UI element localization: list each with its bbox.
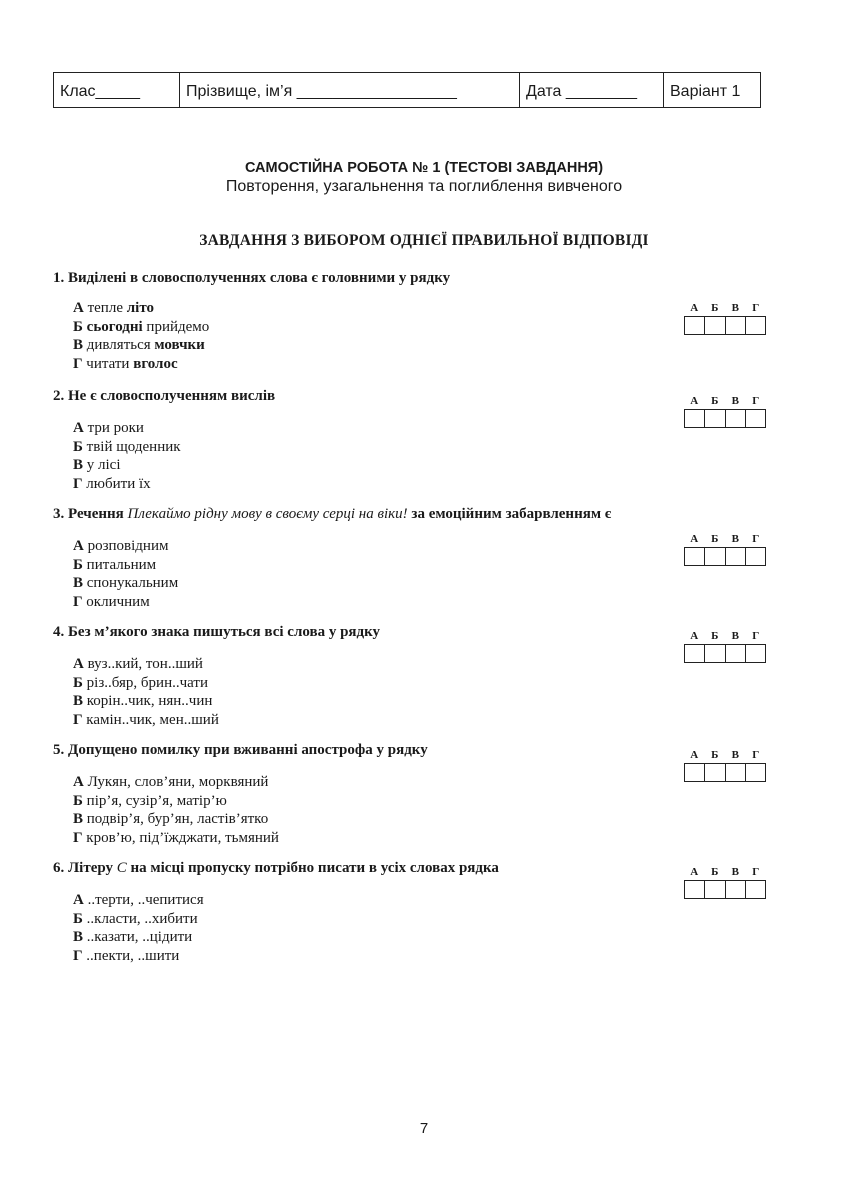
- option-a: А розповідним: [73, 538, 169, 554]
- work-title: САМОСТІЙНА РОБОТА № 1 (ТЕСТОВІ ЗАВДАННЯ): [244, 160, 604, 176]
- question-text: 4. Без м’якого знака пишуться всі слова у рядку: [53, 624, 381, 640]
- answer-box-a[interactable]: [685, 881, 705, 898]
- answer-box-b[interactable]: [705, 645, 725, 662]
- answer-box-c[interactable]: [726, 548, 746, 565]
- option-a: А ..терти, ..чепитися: [73, 892, 204, 908]
- answer-options: [53, 299, 693, 374]
- question-3: [53, 506, 693, 612]
- answer-box-d[interactable]: [746, 881, 765, 898]
- option-b: Б різ..бяр, брин..чати: [73, 674, 209, 691]
- answer-box-c[interactable]: [726, 645, 746, 662]
- answer-options: [53, 891, 693, 966]
- answer-box-d[interactable]: [746, 645, 765, 662]
- answer-box-a[interactable]: [685, 764, 705, 781]
- section-heading: ЗАВДАННЯ З ВИБОРОМ ОДНІЄЇ ПРАВИЛЬНОЇ ВІДПОВІДІ: [199, 232, 649, 249]
- option-d: Г читати вголос: [73, 356, 178, 373]
- class-field[interactable]: Клас_____: [54, 73, 180, 107]
- option-d: Г любити їх: [73, 476, 151, 493]
- answer-box-d[interactable]: [746, 317, 765, 334]
- option-b: Б питальним: [73, 556, 157, 573]
- question-text: 6. Літеру С на місці пропуску потрібно писати в усіх словах рядка: [53, 860, 499, 876]
- answer-grid-5: А Б В Г: [684, 749, 766, 782]
- option-c: В у лісі: [73, 457, 121, 474]
- variant-label: Варіант 1: [670, 83, 741, 100]
- work-subtitle: Повторення, узагальнення та поглиблення вивченого: [225, 178, 623, 195]
- answer-box-c[interactable]: [726, 410, 746, 427]
- option-b: Б сьогодні прийдемо: [73, 318, 210, 335]
- option-b: Б ..класти, ..хибити: [73, 910, 198, 927]
- answer-box-c[interactable]: [726, 764, 746, 781]
- answer-options: [53, 655, 693, 730]
- answer-box-a[interactable]: [685, 645, 705, 662]
- answer-box-b[interactable]: [705, 548, 725, 565]
- question-6: [53, 860, 693, 966]
- option-a: А тепле літо: [73, 300, 154, 316]
- answer-box-a[interactable]: [685, 548, 705, 565]
- option-c: В спонукальним: [73, 575, 179, 592]
- answer-box-a[interactable]: [685, 317, 705, 334]
- answer-box-b[interactable]: [705, 410, 725, 427]
- question-text: 2. Не є словосполученням вислів: [53, 388, 276, 404]
- answer-box-b[interactable]: [705, 881, 725, 898]
- answer-box-d[interactable]: [746, 764, 765, 781]
- option-c: В подвір’я, бур’ян, ластів’ятко: [73, 811, 269, 828]
- name-field[interactable]: Прізвище, ім’я __________________: [180, 73, 520, 107]
- option-b: Б пір’я, сузір’я, матір’ю: [73, 792, 227, 809]
- option-d: Г кров’ю, під’їжджати, тьмяний: [73, 830, 279, 847]
- answer-grid-6: А Б В Г: [684, 866, 766, 899]
- answer-grid-3: А Б В Г: [684, 533, 766, 566]
- option-d: Г ..пекти, ..шити: [73, 948, 180, 965]
- option-a: А вуз..кий, тон..ший: [73, 656, 203, 672]
- student-info-table: [53, 72, 761, 108]
- option-d: Г окличним: [73, 594, 150, 611]
- question-text: 1. Виділені в словосполученнях слова є головними у рядку: [53, 270, 451, 286]
- answer-box-a[interactable]: [685, 410, 705, 427]
- answer-box-b[interactable]: [705, 317, 725, 334]
- option-b: Б твій щоденник: [73, 438, 181, 455]
- question-1: [53, 270, 693, 374]
- answer-box-c[interactable]: [726, 881, 746, 898]
- option-a: А три роки: [73, 420, 144, 436]
- option-c: В ..казати, ..цідити: [73, 929, 193, 946]
- option-d: Г камін..чик, мен..ший: [73, 712, 219, 729]
- question-2: [53, 388, 693, 494]
- answer-options: [53, 773, 693, 848]
- answer-grid-2: А Б В Г: [684, 395, 766, 428]
- answer-box-c[interactable]: [726, 317, 746, 334]
- option-c: В дивляться мовчки: [73, 337, 205, 354]
- answer-grid-4: А Б В Г: [684, 630, 766, 663]
- question-text: 3. Речення Плекаймо рідну мову в своєму серці на віки! за емоційним забарвленням є: [53, 506, 612, 522]
- answer-box-b[interactable]: [705, 764, 725, 781]
- option-c: В корін..чик, нян..чин: [73, 693, 213, 710]
- answer-grid-1: А Б В Г: [684, 302, 766, 335]
- answer-options: [53, 419, 693, 494]
- question-text: 5. Допущено помилку при вживанні апострофа у рядку: [53, 742, 428, 758]
- date-field[interactable]: Дата ________: [520, 73, 664, 107]
- page-number: 7: [419, 1120, 429, 1137]
- option-a: А Лукян, слов’яни, морквяний: [73, 774, 269, 790]
- answer-box-d[interactable]: [746, 548, 765, 565]
- question-4: [53, 624, 693, 730]
- question-5: [53, 742, 693, 848]
- answer-box-d[interactable]: [746, 410, 765, 427]
- answer-options: [53, 537, 693, 612]
